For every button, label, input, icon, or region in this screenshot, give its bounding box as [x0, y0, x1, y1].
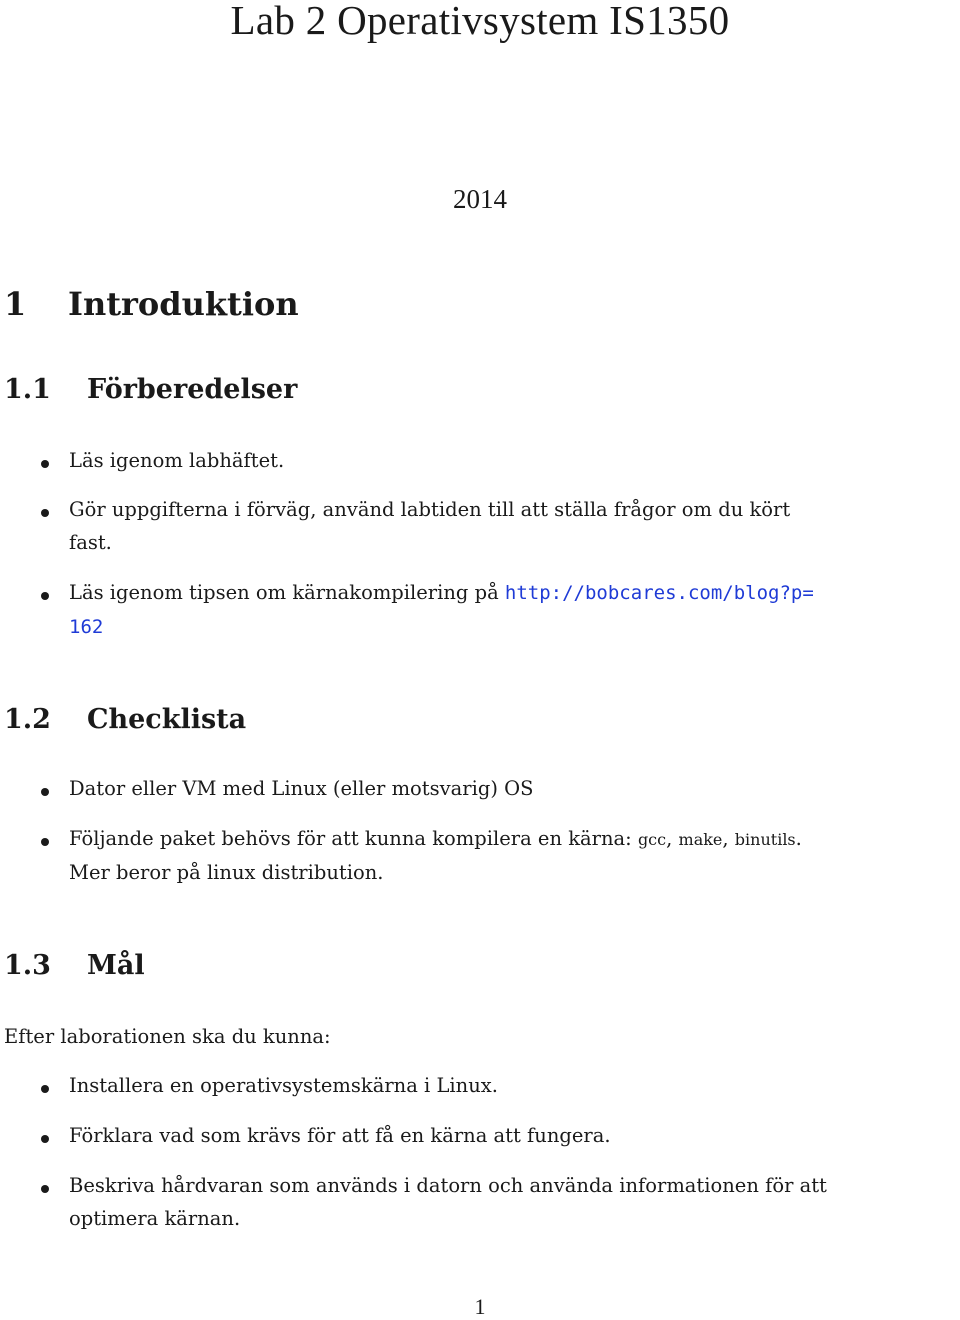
list-item	[69, 1119, 957, 1152]
list-item-text-continued: fast.	[69, 531, 112, 554]
bobcares-link-continued[interactable]: 162	[69, 616, 104, 638]
subsection-title: Mål	[87, 950, 145, 981]
page-number: 1	[474, 1294, 486, 1319]
list-item-text-continued: optimera kärnan.	[69, 1207, 241, 1230]
list-item	[69, 1069, 957, 1102]
bullet-icon	[41, 509, 49, 517]
subsection-heading-forberedelser	[4, 374, 297, 406]
section-number: 1	[4, 285, 27, 323]
section-title: Introduktion	[68, 285, 299, 323]
list-item-text: Läs igenom tipsen om kärnakompilering på	[69, 581, 505, 604]
goals-intro: Efter laborationen ska du kunna:	[4, 1025, 331, 1048]
bullet-icon	[41, 1185, 49, 1193]
list-item-text-continued: Mer beror på linux distribution.	[69, 861, 384, 884]
bullet-icon	[41, 1085, 49, 1093]
subsection-heading-mal	[4, 950, 145, 982]
list-item-text: Gör uppgifterna i förväg, använd labtiden till att ställa frågor om du kört	[69, 498, 791, 521]
list-item-text: Följande paket behövs för att kunna kompilera en kärna:	[69, 827, 638, 850]
list-item	[69, 772, 957, 805]
subsection-number: 1.2	[4, 704, 51, 735]
bullet-icon	[41, 460, 49, 468]
separator: ,	[722, 827, 735, 850]
section-heading-introduktion	[4, 286, 299, 322]
bobcares-link[interactable]: http://bobcares.com/blog?p=	[504, 582, 814, 604]
list-item-text: Installera en operativsystemskärna i Linux.	[69, 1074, 498, 1097]
bullet-icon	[41, 838, 49, 846]
list-item	[69, 822, 957, 889]
punctuation: .	[795, 827, 802, 850]
list-item-text: Dator eller VM med Linux (eller motsvarig) OS	[69, 777, 534, 800]
list-item	[69, 493, 957, 559]
bullet-icon	[41, 1135, 49, 1143]
list-item	[69, 444, 957, 477]
list-item-text: Läs igenom labhäftet.	[69, 449, 285, 472]
list-item-text: Beskriva hårdvaran som används i datorn och använda informationen för att	[69, 1174, 827, 1197]
subsection-title: Förberedelser	[87, 374, 298, 405]
subsection-title: Checklista	[87, 704, 247, 735]
document-date: 2014	[453, 184, 507, 214]
package-binutils: binutils	[734, 830, 796, 849]
bullet-icon	[41, 788, 49, 796]
bullet-icon	[41, 592, 49, 600]
document-title: Lab 2 Operativsystem IS1350	[230, 0, 730, 43]
list-item-text: Förklara vad som krävs för att få en kärna att fungera.	[69, 1124, 611, 1147]
package-make: make	[678, 830, 723, 849]
list-item	[69, 576, 957, 644]
subsection-number: 1.3	[4, 950, 51, 981]
separator: ,	[666, 827, 679, 850]
subsection-heading-checklista	[4, 704, 246, 736]
package-gcc: gcc	[637, 830, 667, 849]
list-item	[69, 1169, 957, 1235]
subsection-number: 1.1	[4, 374, 51, 405]
